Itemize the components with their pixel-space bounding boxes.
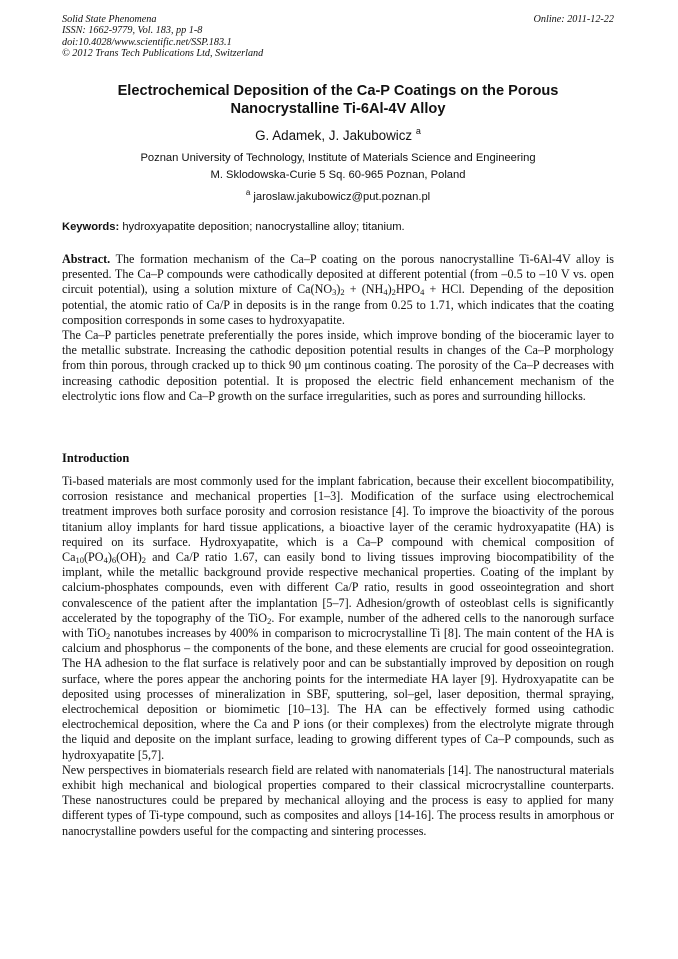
intro-text: Ti-based materials are most commonly used for the implant fabrication, because their excellent biocompatibility, corrosion resistance and mechanical properties [1–3]. Modification of the surface using electrochemical treatment improves both surface porosity and corrosion resistance [4]. To improve the bioactivity of the porous titanium alloy implants for hard tissue applications, a bioactive layer of the ceramic hydroxyapatite (HA) is required on its surface. Hydroxyapatite, which is a Ca–P compound with chemical composition of Ca: [62, 474, 614, 565]
intro-paragraph-2: New perspectives in biomaterials research field are related with nanomaterials [14]. The nanostructural materials exhibit high mechanical and biological properties compared to their classical microcrystalline counterparts. These nanostructures could be prepared by mechanical alloying and the process is easy to applied for many different types of Ti-type compound, such as composites and alloys [14-16]. The process results in amorphous or nanocrystalline powders useful for the compacting and sintering processes.: [62, 762, 614, 838]
subscript: 10: [75, 555, 84, 566]
online-date: Online: 2011-12-22: [533, 14, 614, 25]
author-names: G. Adamek, J. Jakubowicz: [255, 128, 413, 143]
abstract-paragraph-2: The Ca–P particles penetrate preferentially the pores inside, which improve bonding of the bioceramic layer to the metallic substrate. Increasing the cathodic deposition potential results in changes of the Ca–P morphology from thin porous, through cracked up to thick 90 μm continous coating. The porosity of the Ca–P decreases with increasing cathodic deposition potential. It is proposed the electric field enhancement mechanism of the electrolytic ions flow and Ca–P growth on the surface irregularities, such as pores and surrounding hillocks.: [62, 328, 614, 403]
introduction: [62, 474, 614, 839]
abstract-text: + HCl. Depending of the deposition potential, the atomic ratio of Ca/P in deposits is in the range from 0.25 to 1.71, which indicates that the coating composition corresponds in some cases to hydroxyapatite.: [62, 282, 614, 327]
journal-name: Solid State Phenomena: [62, 14, 157, 25]
authors: [62, 123, 614, 144]
subscript: 4: [420, 287, 425, 298]
affiliation: [62, 150, 614, 183]
intro-text: and Ca/P ratio 1.67, can easily bond to living tissues improving biocompatibility of the implant, while the metallic background provide respective mechanical properties. Coating of the implant by calcium-phosphates compounds, even with different Ca/P ratio, results in good osseointegration and short convalescence of the patient after the implantation [5–7]. Adhesion/growth of osteoblast cells is significantly accelerated by the topography of the TiO: [62, 550, 614, 625]
subscript: 2: [267, 615, 272, 626]
affiliation-line-1: Poznan University of Technology, Institute of Materials Science and Engineering: [140, 152, 536, 164]
doi: doi:10.4028/www.scientific.net/SSP.183.1: [62, 36, 232, 48]
keywords: [62, 220, 614, 235]
subscript: 3: [332, 287, 337, 298]
subscript: 6: [111, 555, 117, 566]
subscript: 2: [105, 631, 111, 642]
abstract-label: Abstract.: [62, 252, 111, 266]
email: [62, 185, 614, 205]
subscript: 2: [141, 555, 146, 566]
intro-paragraph-1: [62, 474, 614, 763]
intro-text: . For example, number of the adhered cells to the nanorough surface with TiO: [62, 610, 615, 641]
abstract-text: ): [336, 282, 341, 297]
title-line-2: Nanocrystalline Ti-6Al-4V Alloy: [230, 101, 446, 117]
intro-text: ): [107, 550, 112, 565]
issn: ISSN: 1662-9779, Vol. 183, pp 1-8: [62, 25, 203, 37]
intro-text: (OH): [116, 550, 142, 565]
affiliation-line-2: M. Sklodowska-Curie 5 Sq. 60-965 Poznan, Poland: [210, 168, 466, 181]
email-superscript: a: [245, 188, 251, 197]
paper-title: [62, 82, 614, 118]
subscript: 2: [340, 287, 345, 298]
subscript: 2: [391, 287, 396, 298]
subscript: 4: [103, 555, 108, 566]
email-address[interactable]: jaroslaw.jakubowicz@put.poznan.pl: [253, 191, 431, 203]
section-heading-introduction: Introduction: [62, 451, 130, 465]
intro-text: nanotubes increases by 400% in comparison to microcrystalline Ti [8]. The main content of the HA is calcium and phosphorus – the components of the bone, and these elements are crucial for good osseointegration. The HA adhesion to the flat surface is relatively poor and can be substantially improved by deposition on rough surface, where the pores appear the anchoring points for the intermediate HA layer [9]. Hydroxyapatite can be deposited using processes of mineralization in SBF, sputtering, sol–gel, laser deposition, thermal spraying, electrochemical deposition or biomimetic [10–13]. The HA can be effectively formed using cathodic electrochemical deposition, where the Ca and P ions (or their complexes) from the electrolyte migrate through the liquid and deposite on the implant surface, leading to growing different types of Ca–P compounds, such as hydroxyapatite [5,7].: [62, 626, 614, 762]
abstract-paragraph-1: [62, 252, 614, 328]
subscript: 4: [383, 287, 388, 298]
intro-text: (PO: [84, 550, 104, 565]
title-line-1: Electrochemical Deposition of the Ca-P Coatings on the Porous: [117, 83, 559, 99]
abstract-text: HPO: [395, 282, 421, 297]
abstract-text: + (NH: [344, 282, 384, 297]
copyright: © 2012 Trans Tech Publications Ltd, Switzerland: [62, 48, 264, 60]
author-superscript: a: [415, 126, 421, 136]
abstract-text: The formation mechanism of the Ca–P coating on the porous nanocrystalline Ti-6Al-4V alloy is presented. The Ca–P compounds were cathodically deposited at different potential (from –0.5 to –10 V vs. open circuit potential), using a solution mixture of Ca(NO: [62, 252, 614, 297]
keywords-text: hydroxyapatite deposition; nanocrystalline alloy; titanium.: [122, 221, 405, 233]
keywords-label: Keywords:: [62, 221, 120, 233]
abstract-text: ): [387, 282, 392, 297]
abstract: [62, 252, 614, 404]
journal-header: [62, 14, 614, 60]
